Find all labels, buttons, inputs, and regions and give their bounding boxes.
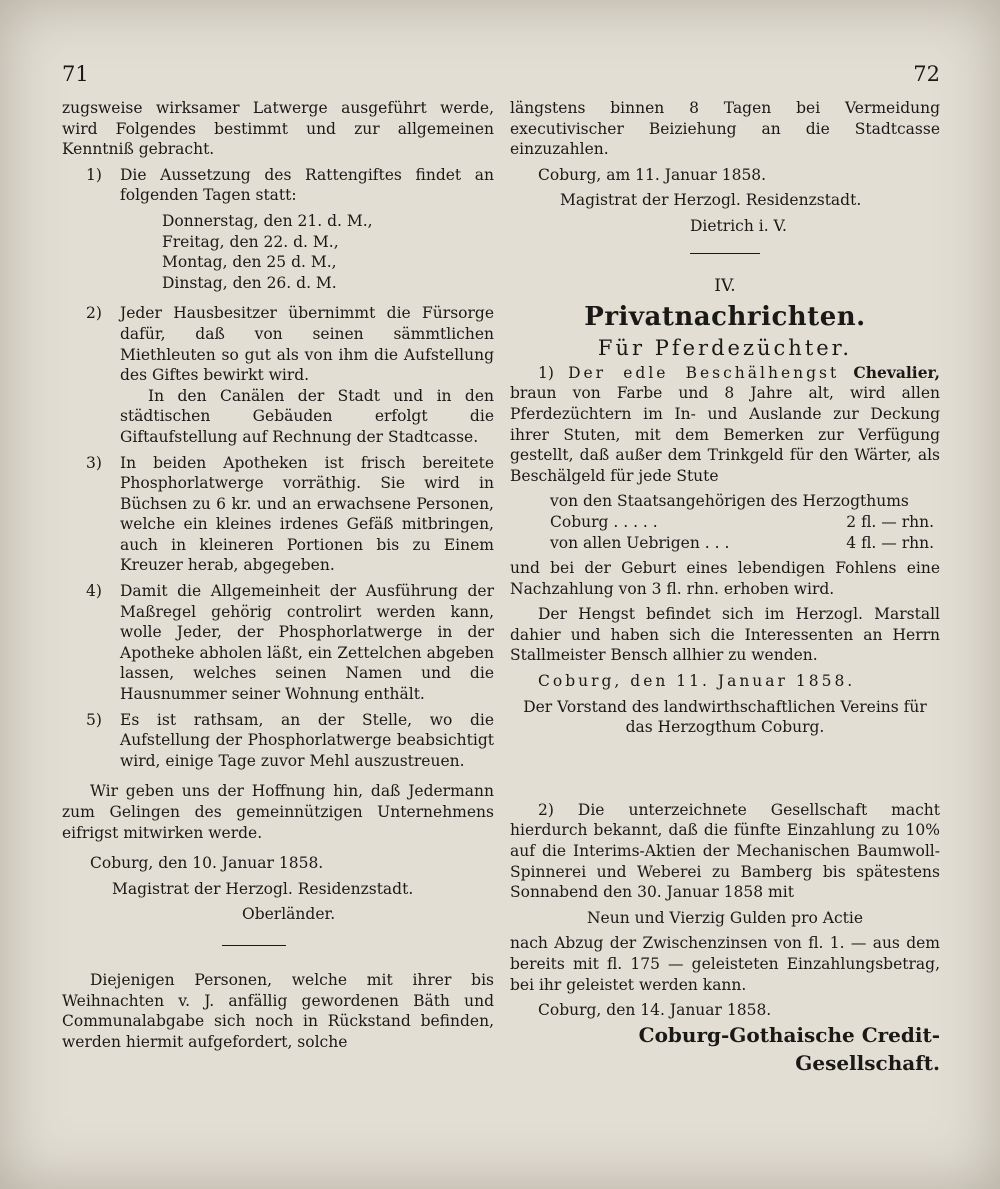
- item-text: Es ist rathsam, an der Stelle, wo die Aufstellung der Phosphorlatwerge beabsichtigt wird, einige Tage zuvor Mehl auszustreuen.: [120, 710, 494, 770]
- item-number: 4): [86, 582, 102, 601]
- list-item-2: [62, 303, 494, 447]
- fee-amount: 2 fl. — rhn.: [846, 512, 934, 531]
- notice-paragraph: Diejenigen Personen, welche mit ihrer bis Weihnachten v. J. anfällig gewordenen Bäth und Communalabgabe sich noch in Rückstand befinden, werden hiermit aufgefordert, solche: [62, 970, 494, 1051]
- item-text: Jeder Hausbesitzer übernimmt die Fürsorge dafür, daß von seinen sämmtlichen Miethleuten so gut als von ihm die Aufstellung des Giftes bewirkt wird.: [120, 304, 494, 385]
- place-date: Coburg, den 11. Januar 1858.: [538, 672, 856, 691]
- section-heading: Privatnachrichten.: [584, 302, 866, 333]
- divider-rule: [222, 945, 286, 946]
- item-number: 2): [86, 304, 102, 323]
- item-text: Die Aussetzung des Rattengiftes findet an folgenden Tagen statt:: [120, 165, 494, 205]
- place-date: Coburg, den 14. Januar 1858.: [538, 1001, 772, 1020]
- advert-number: 2): [538, 800, 554, 819]
- fee-intro: von den Staatsangehörigen des Herzogthums: [550, 492, 909, 511]
- closing-paragraph: Wir geben uns der Hoffnung hin, daß Jedermann zum Gelingen des gemeinnützigen Unternehmens eifrigst mitwirken werde.: [62, 782, 494, 842]
- continuation-paragraph: längstens binnen 8 Tagen bei Vermeidung executivischer Beiziehung an die Stadtcasse einzuzahlen.: [510, 99, 940, 159]
- company-signature: Coburg-Gothaische Credit-Gesellschaft.: [638, 1022, 940, 1075]
- list-item-3: [62, 453, 494, 577]
- payment-amount: Neun und Vierzig Gulden pro Actie: [586, 908, 864, 927]
- advert-text: braun von Farbe und 8 Jahre alt, wird allen Pferdezüchtern im In- und Auslande zur Deckung ihrer Stuten, mit dem Bemerken zur Verfügung gestellt, daß außer dem Trinkgeld für den Wärter, als Beschälgeld für jede Stute: [510, 384, 940, 485]
- item-number: 3): [86, 453, 102, 472]
- intro-paragraph: zugsweise wirksamer Latwerge ausgeführt werde, wird Folgendes bestimmt und zur allgemeinen Kenntniß gebracht.: [62, 99, 494, 159]
- date-line: Montag, den 25 d. M.,: [162, 253, 337, 272]
- date-line: Donnerstag, den 21. d. M.,: [162, 211, 373, 230]
- place-date: Coburg, den 10. Januar 1858.: [90, 854, 324, 873]
- advert-body: Die unterzeichnete Gesellschaft macht hierdurch bekannt, daß die fünfte Einzahlung zu 10% auf die Interims-Aktien der Mechanischen Baumwoll-Spinnerei und Weberei zu Bamberg bis spätestens Sonnabend den 30. Januar 1858 mit: [510, 800, 940, 902]
- advert-text: [510, 800, 940, 903]
- item-text: In beiden Apotheken ist frisch bereitete Phosphorlatwerge vorräthig. Sie wird in Büchsen zu 6 kr. und an erwachsene Personen, welche ein kleines irdenes Gefäß mitbringen, auch in kleineren Portionen bis zu Einem Kreuzer herab, abgegeben.: [120, 453, 494, 575]
- fee-amount: 4 fl. — rhn.: [846, 533, 934, 552]
- item-number: 5): [86, 710, 102, 729]
- date-list: [62, 211, 494, 293]
- date-line: Dinstag, den 26. d. M.: [162, 273, 337, 292]
- fee-row: [550, 533, 940, 554]
- page-number-right: 72: [913, 62, 940, 86]
- fee-table: [510, 512, 940, 553]
- stallion-name: Chevalier,: [853, 362, 940, 382]
- signer-name: Oberländer.: [242, 905, 336, 924]
- authority-signature: Magistrat der Herzogl. Residenzstadt.: [112, 879, 414, 898]
- date-line: Freitag, den 22. d. M.,: [162, 232, 339, 251]
- item-number: 1): [86, 165, 102, 184]
- signer-name: Dietrich i. V.: [690, 216, 787, 235]
- stable-text: Der Hengst befindet sich im Herzogl. Marstall dahier und haben sich die Interessenten an Herrn Stallmeister Bensch allhier zu wenden.: [510, 605, 940, 665]
- foal-fee-text: und bei der Geburt eines lebendigen Fohlens eine Nachzahlung von 3 fl. rhn. erhoben wird.: [510, 559, 940, 598]
- list-item-1: [62, 165, 494, 206]
- list-item-4: [62, 581, 494, 705]
- advert-lead: Der edle Beschälhengst: [568, 363, 840, 382]
- fee-row: [550, 512, 940, 533]
- fee-label: von allen Uebrigen . . .: [550, 533, 730, 552]
- advert-number: 1): [538, 363, 554, 382]
- left-column: [62, 98, 494, 1052]
- item-text: Damit die Allgemeinheit der Ausführung der Maßregel gehörig controlirt werden kann, wolle Jeder, der Phosphorlatwerge in der Apotheke abholen läßt, ein Zettelchen abgeben lassen, welches seinen Namen und die Hausnummer seiner Wohnung enthält.: [120, 582, 494, 704]
- right-column: [510, 98, 940, 1077]
- item-text-continued: In den Canälen der Stadt und in den städtischen Gebäuden erfolgt die Giftaufstellung auf Rechnung der Stadtcasse.: [120, 386, 494, 446]
- fee-label: Coburg . . . . .: [550, 512, 658, 531]
- advert-lead-line: [510, 363, 940, 487]
- advert-stallion: [510, 363, 940, 738]
- page-number-left: 71: [62, 62, 89, 86]
- advert-credit-company: [510, 800, 940, 1077]
- subsection-heading: Für Pferdezüchter.: [597, 336, 853, 361]
- divider-rule: [690, 253, 760, 254]
- association-signature: Der Vorstand des landwirthschaftlichen Vereins für das Herzogthum Coburg.: [523, 697, 927, 737]
- place-date: Coburg, am 11. Januar 1858.: [538, 165, 767, 184]
- advert-text-continued: nach Abzug der Zwischenzinsen von fl. 1. — aus dem bereits mit fl. 175 — geleisteten Einzahlungsbetrag, bei ihr geleistet werden kann.: [510, 934, 940, 994]
- list-item-5: [62, 710, 494, 772]
- section-number: IV.: [714, 275, 736, 296]
- authority-signature: Magistrat der Herzogl. Residenzstadt.: [560, 191, 862, 210]
